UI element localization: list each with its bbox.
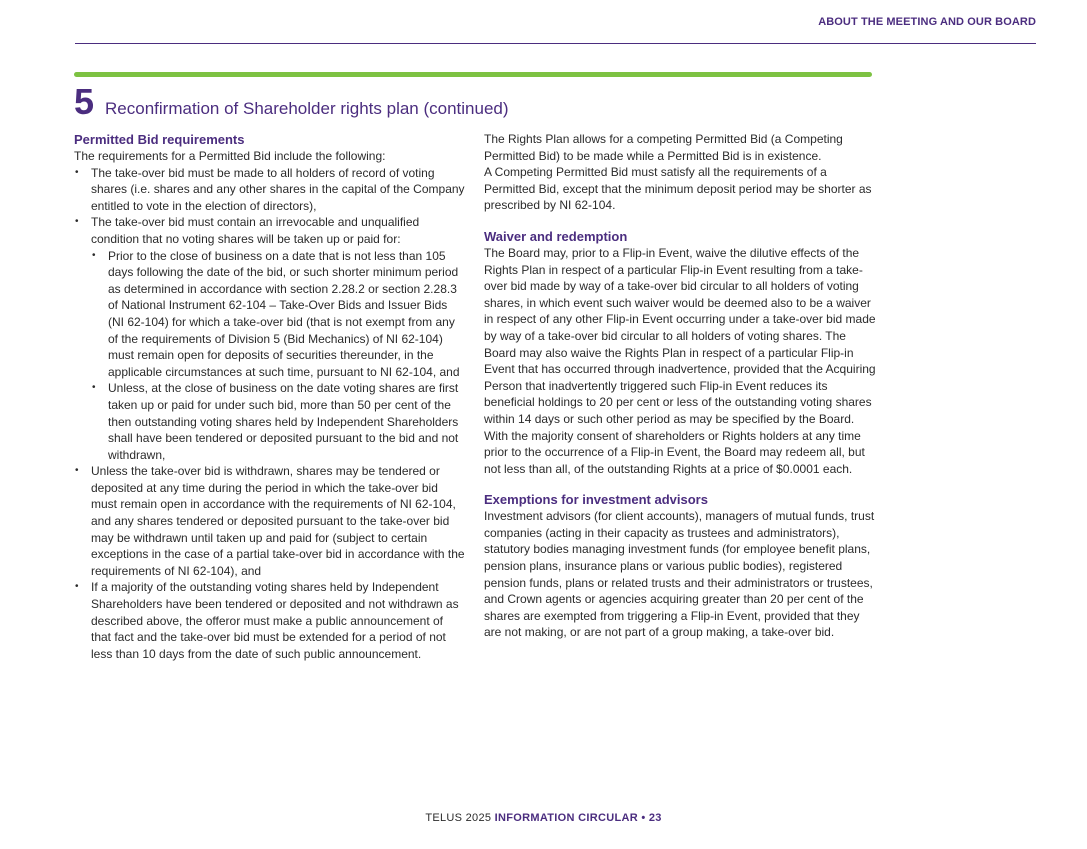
- competing-bid-paragraph-2: A Competing Permitted Bid must satisfy all the requirements of a Permitted Bid, except that the minimum deposit period may be shorter as prescribed by NI 62-104.: [484, 165, 872, 213]
- header-divider: [75, 43, 1036, 44]
- page-footer: [0, 812, 1087, 824]
- condition-sub-list: [91, 248, 466, 464]
- section-title: Reconfirmation of Shareholder rights plan (continued): [105, 99, 509, 118]
- left-column: [74, 131, 466, 662]
- section-heading: [74, 81, 509, 122]
- waiver-paragraph: The Board may, prior to a Flip-in Event, waive the dilutive effects of the Rights Plan in respect of a particular Flip-in Event resulting from a take-over bid made by way of a take-over bid circular to all holders of voting shares, in which event such waiver would be deemed also to be a waiver in respect of any other Flip-in Event occurring under a take-over bid made by way of a take-over bid circular to all holders of voting shares. The Board may also waive the Rights Plan in respect of a particular Flip-in Event that has occurred through inadvertence, provided that the Acquiring Person that inadvertently triggered such Flip-in Event reduces its beneficial holdings to 20 per cent or less of the outstanding voting shares within 14 days or such other period as may be specified by the Board. With the majority consent of shareholders or Rights holders at any time prior to the occurrence of a Flip-in Event, the Board may redeem all, but not less than all, of the outstanding Rights at a price of $0.0001 each.: [484, 245, 876, 476]
- waiver-heading: Waiver and redemption: [484, 228, 628, 244]
- competing-bid-paragraph-1: The Rights Plan allows for a competing Permitted Bid (a Competing Permitted Bid) to be made while a Permitted Bid is in existence.: [484, 132, 843, 163]
- footer-company-year: TELUS 2025: [425, 812, 492, 824]
- list-item-text: Unless the take-over bid is withdrawn, shares may be tendered or deposited at any time during the period in which the take-over bid must remain open in accordance with the requirements of NI 62-104, and any shares tendered or deposited pursuant to the take-over bid may be withdrawn until taken up and paid for (subject to certain exceptions in the case of a partial take-over bid in accordance with the requirements of NI 62-104), and: [91, 464, 465, 578]
- list-item-text: If a majority of the outstanding voting shares held by Independent Shareholders have been tendered or deposited and not withdrawn as described above, the offeror must make a public announcement of that fact and the take-over bid must be extended for a period of not less than 10 days from the date of such public announcement.: [91, 580, 459, 661]
- exemptions-heading: Exemptions for investment advisors: [484, 492, 708, 508]
- permitted-bid-heading: Permitted Bid requirements: [74, 132, 245, 147]
- sub-list-item-text: Prior to the close of business on a date that is not less than 105 days following the date of the bid, or such shorter minimum period as determined in accordance with section 2.28.2 or section 2.28.3 of National Instrument 62-104 – Take-Over Bids and Issuer Bids (NI 62-104) for which a take-over bid (that is not exempt from any of the requirements of Division 5 (Bid Mechanics) of NI 62-104) must remain open for deposits of securities thereunder, in the applicable circumstances at such time, pursuant to NI 62-104, and: [108, 248, 460, 379]
- permitted-bid-intro: The requirements for a Permitted Bid include the following:: [74, 149, 386, 163]
- footer-separator: •: [641, 812, 646, 824]
- section-accent-bar: [74, 72, 872, 77]
- exemptions-paragraph: Investment advisors (for client accounts), managers of mutual funds, trust companies (acting in their capacity as trustees and administrators), statutory bodies managing investment funds (for employee benefit plans, pension plans, insurance plans or various public bodies), registered pension funds, plans or related trusts and their administrators or trustees, and Crown agents or agencies acquiring greater than 20 per cent of the shares are exempted from triggering a Flip-in Event, provided that they are not making, or are not part of a group making, a take-over bid.: [484, 509, 875, 640]
- list-item-text: The take-over bid must be made to all holders of record of voting shares (i.e. shares and any other shares in the capital of the Company entitled to vote in the election of directors),: [91, 165, 465, 213]
- footer-doc-title: INFORMATION CIRCULAR: [494, 812, 638, 824]
- list-item: [74, 214, 466, 463]
- section-number: 5: [74, 81, 95, 122]
- sub-list-item: [91, 248, 466, 381]
- running-header: ABOUT THE MEETING AND OUR BOARD: [818, 16, 1036, 28]
- requirements-list: [74, 165, 466, 663]
- sub-list-item-text: Unless, at the close of business on the date voting shares are first taken up or paid for under such bid, more than 50 per cent of the then outstanding voting shares held by Independent Shareholders shall have been tendered or deposited pursuant to the bid and not withdrawn,: [108, 381, 459, 462]
- sub-list-item: [91, 380, 466, 463]
- page-number: 23: [648, 812, 662, 824]
- list-item: [74, 463, 466, 579]
- list-item-text: The take-over bid must contain an irrevocable and unqualified condition that no voting shares will be taken up or paid for:: [91, 215, 420, 246]
- list-item: [74, 165, 466, 215]
- right-column: [484, 131, 876, 641]
- list-item: [74, 579, 466, 662]
